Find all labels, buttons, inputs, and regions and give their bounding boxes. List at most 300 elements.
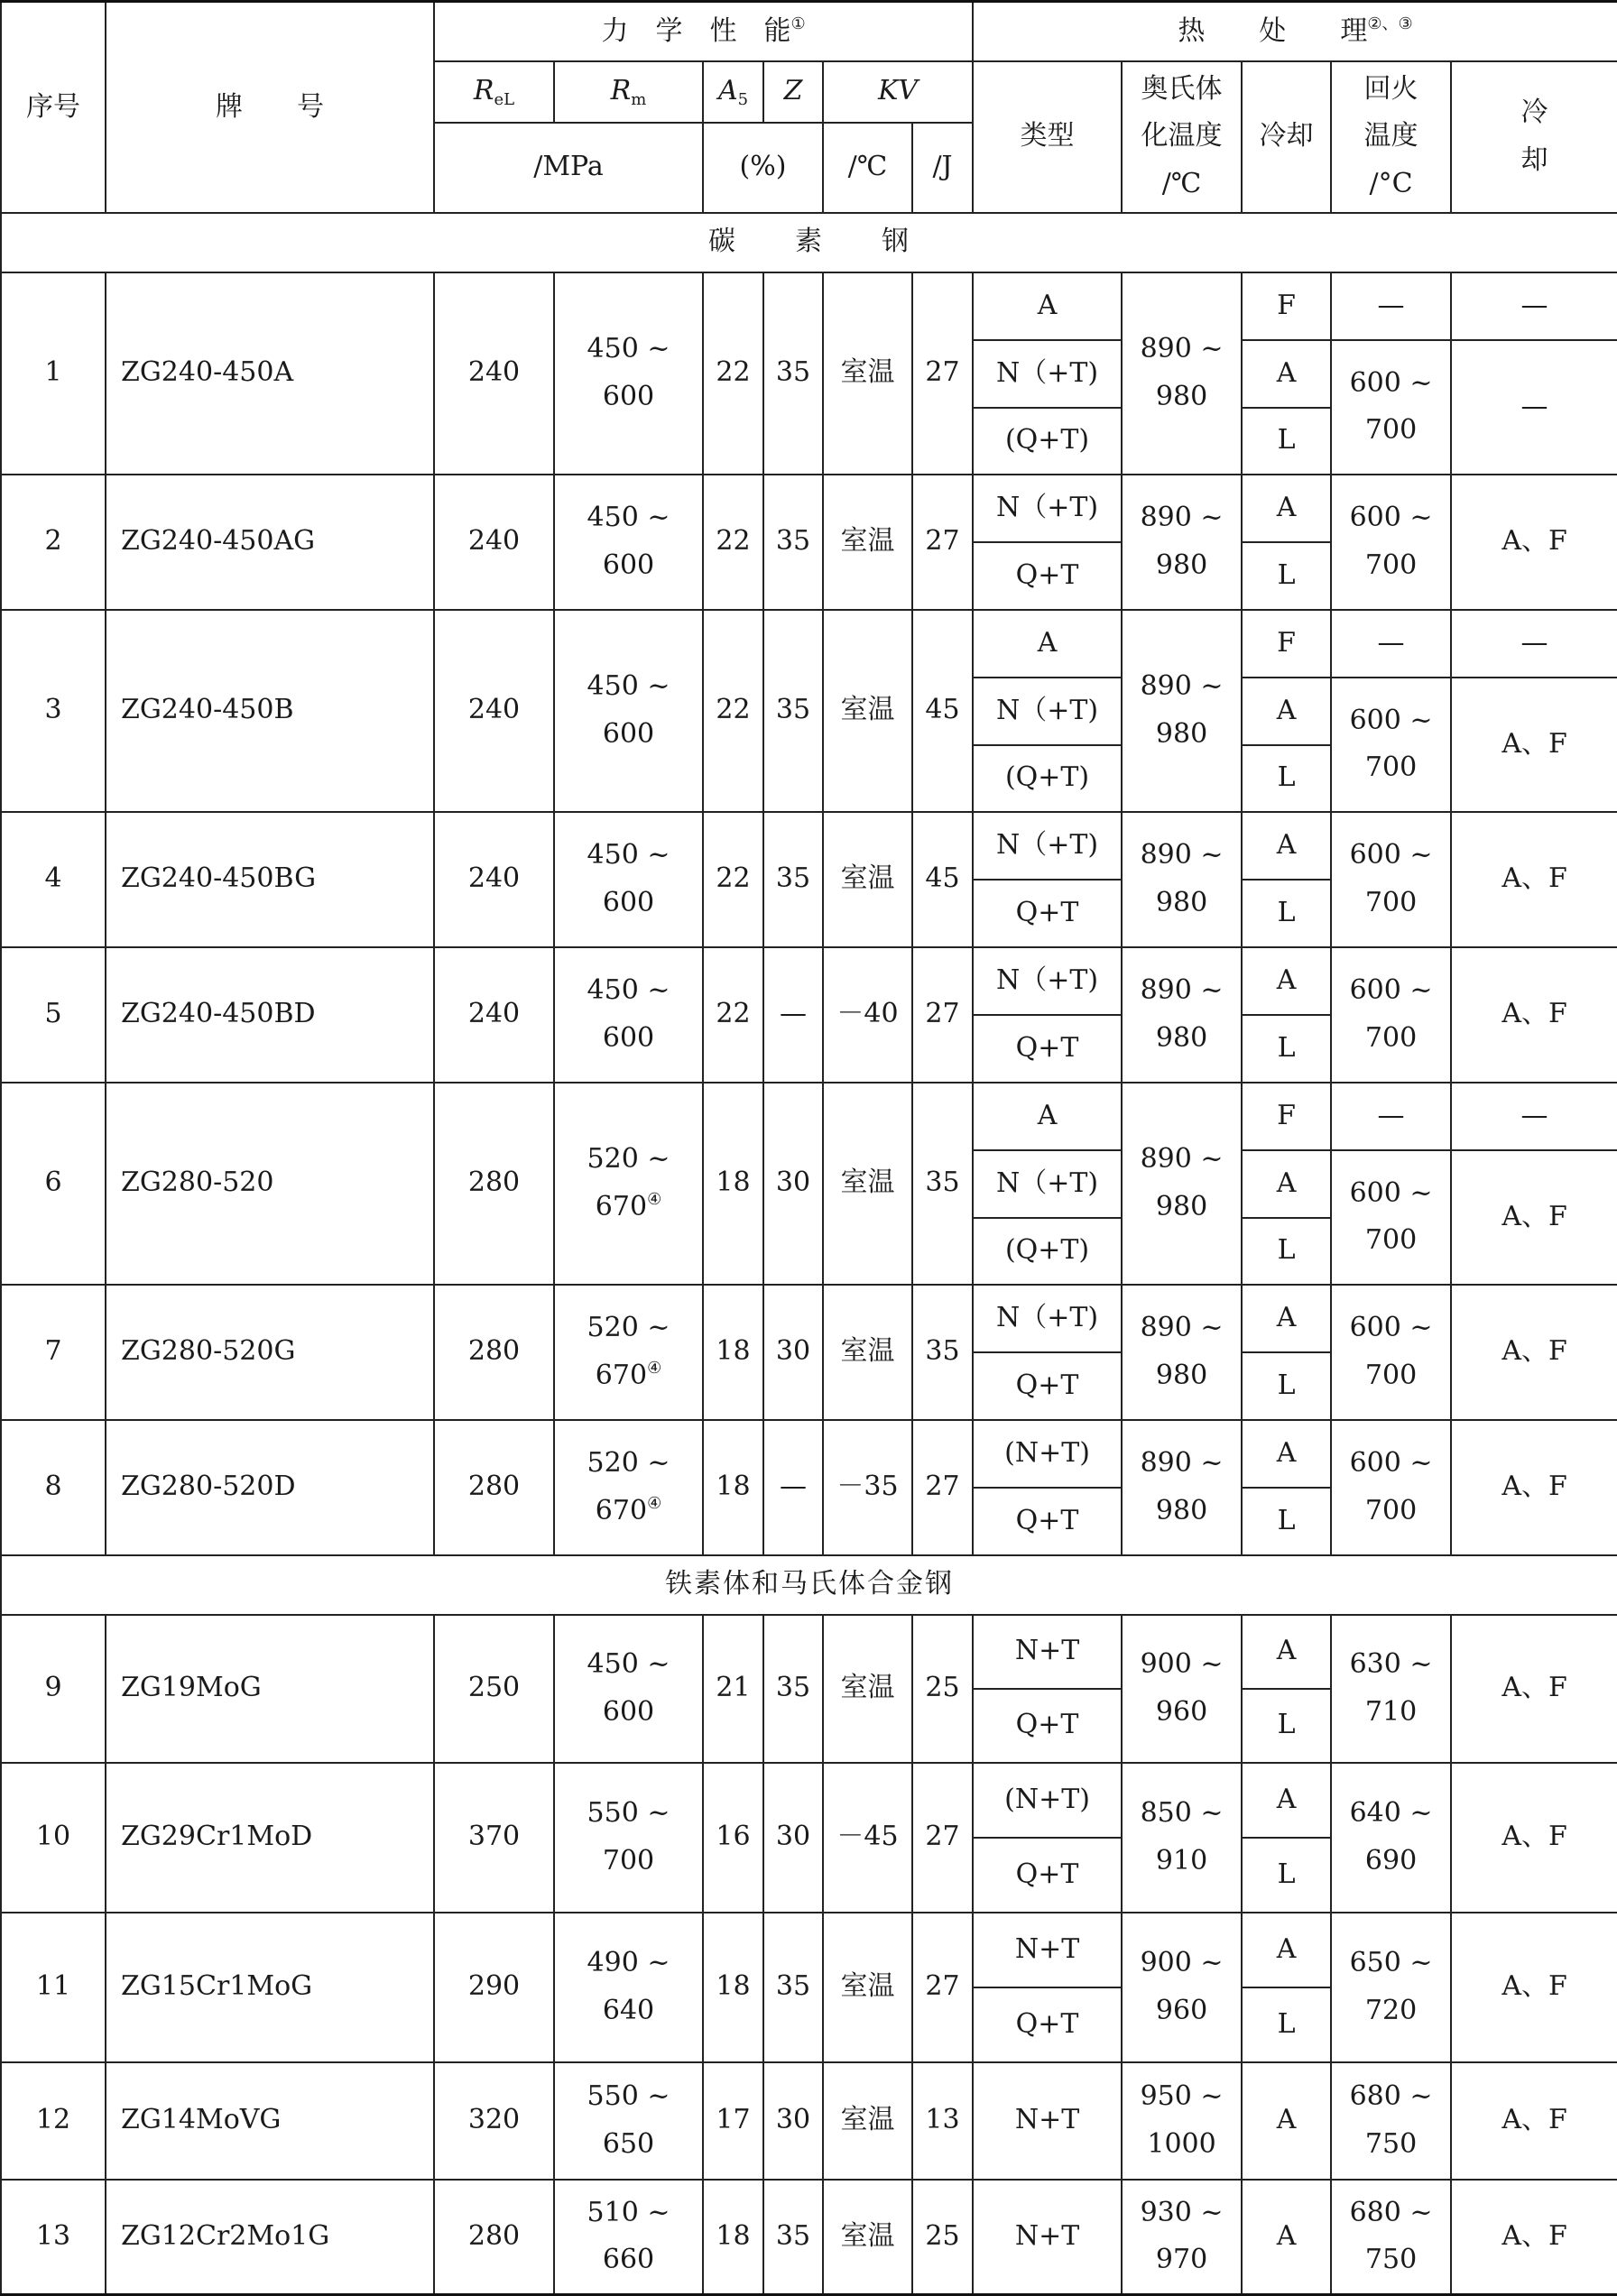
cell-type: N+T — [973, 1615, 1122, 1689]
cell-cooling: L — [1242, 880, 1331, 947]
cell-cooling: A — [1242, 2062, 1331, 2180]
rm-subscript: m — [631, 90, 647, 110]
cell-temper-temp-line: 700 — [1364, 414, 1418, 446]
col-header-cooling: 冷却 — [1242, 61, 1331, 213]
cell-z: — — [763, 1420, 823, 1555]
cell-aus-temp-line: 980 — [1155, 1190, 1208, 1222]
cell-a5: 16 — [703, 1763, 763, 1913]
cell-temper-temp — [1331, 2062, 1451, 2180]
cell-z: 30 — [763, 1763, 823, 1913]
cell-temper-temp-line: 600 ~ — [1349, 839, 1433, 871]
cell-temper-temp-line: 600 ~ — [1349, 974, 1433, 1006]
cell-aus-temp-line: 890 ~ — [1140, 1312, 1224, 1343]
cell-rm — [554, 1763, 703, 1913]
cell-type: N（+T) — [973, 340, 1122, 408]
cell-aus-temp — [1122, 1083, 1242, 1285]
table-body — [1, 2, 1617, 2295]
cell-rel: 280 — [434, 1420, 554, 1555]
cell-aus-temp — [1122, 1913, 1242, 2062]
cell-z: 35 — [763, 610, 823, 812]
cell-type: N+T — [973, 1913, 1122, 1987]
cell-temper-temp-line: 750 — [1364, 2127, 1418, 2160]
cell-cooling: A — [1242, 340, 1331, 408]
cell-no: 3 — [1, 610, 106, 812]
cell-rm-line: 700 — [602, 1844, 655, 1876]
cell-temper-temp-line: 690 — [1364, 1844, 1418, 1876]
cell-rm-line: 600 — [602, 886, 655, 918]
cell-grade: ZG29Cr1MoD — [106, 1763, 434, 1913]
cell-type: N（+T) — [973, 812, 1122, 880]
cell-type: N（+T) — [973, 475, 1122, 542]
cell-type: Q+T — [973, 1015, 1122, 1083]
cell-temper-temp-line: 650 ~ — [1349, 1947, 1433, 1978]
cell-cooling: A — [1242, 947, 1331, 1015]
footnote-marker: ④ — [647, 1493, 662, 1513]
section-carbon-steel-label: 碳 素 钢 — [1, 213, 1617, 272]
table-row — [1, 272, 1617, 340]
cell-rel: 240 — [434, 610, 554, 812]
cell-cooling: L — [1242, 1987, 1331, 2062]
cell-temper-temp-line: 600 ~ — [1349, 704, 1433, 736]
cell-type: N（+T) — [973, 947, 1122, 1015]
cell-cooling-2: A、F — [1451, 1150, 1617, 1285]
cell-kv-temp: 室温 — [823, 610, 912, 812]
cell-no: 11 — [1, 1913, 106, 2062]
cell-rm — [554, 1913, 703, 2062]
cell-temper-temp-line: 600 ~ — [1349, 1447, 1433, 1479]
cell-cooling: F — [1242, 610, 1331, 678]
cell-temper-temp — [1331, 1150, 1451, 1285]
cell-rm-line: 600 — [602, 1695, 655, 1728]
cell-cooling: A — [1242, 475, 1331, 542]
cell-temper-temp-line: 720 — [1364, 1994, 1418, 2026]
cell-type: Q+T — [973, 1352, 1122, 1420]
cell-temper-temp-line: 700 — [1364, 886, 1418, 918]
cell-aus-temp-line: 980 — [1155, 1021, 1208, 1054]
cell-kv-j: 27 — [912, 1420, 973, 1555]
cell-temper-temp — [1331, 475, 1451, 610]
cell-cooling: L — [1242, 1488, 1331, 1555]
cell-type: Q+T — [973, 1689, 1122, 1763]
cell-aus-temp-line: 980 — [1155, 717, 1208, 750]
cell-grade: ZG14MoVG — [106, 2062, 434, 2180]
cell-rm-line: 670④ — [595, 1189, 662, 1222]
table-row — [1, 1763, 1617, 1838]
cell-rm-line: 450 ~ — [587, 839, 670, 871]
cell-cooling: A — [1242, 1763, 1331, 1838]
cooling2-line: 却 — [1520, 143, 1548, 176]
cell-temper-temp — [1331, 1420, 1451, 1555]
cell-z: 35 — [763, 812, 823, 947]
cell-type: Q+T — [973, 542, 1122, 610]
cell-grade: ZG280-520G — [106, 1285, 434, 1420]
cell-temper-temp-line: 600 ~ — [1349, 1176, 1433, 1209]
cell-no: 12 — [1, 2062, 106, 2180]
cell-no: 7 — [1, 1285, 106, 1420]
cell-aus-temp-line: 950 ~ — [1140, 2080, 1224, 2112]
cell-a5: 21 — [703, 1615, 763, 1763]
cell-cooling-2: A、F — [1451, 1420, 1617, 1555]
cell-a5: 18 — [703, 1913, 763, 2062]
cell-type: (Q+T) — [973, 1218, 1122, 1285]
cell-z: 35 — [763, 2180, 823, 2295]
cell-kv-temp: 室温 — [823, 1913, 912, 2062]
cell-temper-temp — [1331, 1615, 1451, 1763]
cell-grade: ZG19MoG — [106, 1615, 434, 1763]
cell-rm-line: 550 ~ — [587, 2080, 670, 2112]
cell-cooling-2: A、F — [1451, 1763, 1617, 1913]
cell-temper-temp: — — [1331, 610, 1451, 678]
cell-temper-temp-line: 700 — [1364, 549, 1418, 581]
cell-kv-j: 27 — [912, 272, 973, 475]
cell-rel: 280 — [434, 1083, 554, 1285]
footnote-marker: ④ — [647, 1189, 662, 1209]
cell-aus-temp — [1122, 475, 1242, 610]
temper-temp-line: 回火 — [1363, 72, 1418, 105]
footnote-marker: ②、③ — [1367, 14, 1413, 33]
col-header-cooling-2 — [1451, 61, 1617, 213]
cell-rm — [554, 1083, 703, 1285]
cell-kv-j: 27 — [912, 1763, 973, 1913]
section-alloy-steel — [1, 1555, 1617, 1615]
cell-a5: 22 — [703, 272, 763, 475]
table-row — [1, 1285, 1617, 1352]
cell-temper-temp-line: 640 ~ — [1349, 1797, 1433, 1829]
cell-kv-temp: 室温 — [823, 2062, 912, 2180]
cell-cooling-2: A、F — [1451, 2062, 1617, 2180]
cell-rm-line: 520 ~ — [587, 1143, 670, 1175]
cell-cooling-2: — — [1451, 1083, 1617, 1150]
cell-grade: ZG280-520D — [106, 1420, 434, 1555]
table-row — [1, 1913, 1617, 1987]
cell-rel: 240 — [434, 475, 554, 610]
cell-type: (N+T) — [973, 1763, 1122, 1838]
cell-no: 2 — [1, 475, 106, 610]
rm-symbol: R — [610, 75, 632, 107]
cell-rm-line: 520 ~ — [587, 1312, 670, 1343]
col-header-z — [763, 61, 823, 123]
cell-rm — [554, 1615, 703, 1763]
cell-z: 30 — [763, 1285, 823, 1420]
cell-grade: ZG12Cr2Mo1G — [106, 2180, 434, 2295]
table-row — [1, 2062, 1617, 2180]
cell-no: 5 — [1, 947, 106, 1083]
cell-rm-line: 450 ~ — [587, 502, 670, 533]
cell-cooling: A — [1242, 1913, 1331, 1987]
cell-rm — [554, 475, 703, 610]
cell-aus-temp-line: 960 — [1155, 1994, 1208, 2026]
cell-rel: 280 — [434, 2180, 554, 2295]
cell-rm-line: 550 ~ — [587, 1797, 670, 1829]
cell-a5: 17 — [703, 2062, 763, 2180]
cell-cooling: A — [1242, 2180, 1331, 2295]
cell-kv-j: 35 — [912, 1083, 973, 1285]
col-header-a5 — [703, 61, 763, 123]
col-header-heat-treatment — [973, 2, 1617, 61]
temper-temp-line: /°C — [1369, 167, 1413, 199]
cell-temper-temp: — — [1331, 1083, 1451, 1150]
cell-aus-temp — [1122, 812, 1242, 947]
cell-rel: 280 — [434, 1285, 554, 1420]
cell-cooling-2: A、F — [1451, 947, 1617, 1083]
cell-rm — [554, 2062, 703, 2180]
cell-rel: 240 — [434, 947, 554, 1083]
cell-cooling: L — [1242, 1838, 1331, 1913]
section-alloy-steel-label: 铁素体和马氏体合金钢 — [1, 1555, 1617, 1615]
cell-temper-temp — [1331, 1763, 1451, 1913]
cell-kv-temp: 室温 — [823, 812, 912, 947]
cell-grade: ZG280-520 — [106, 1083, 434, 1285]
cell-cooling: L — [1242, 1218, 1331, 1285]
cell-rm-line: 600 — [602, 380, 655, 412]
col-header-rm — [554, 61, 703, 123]
cell-rm — [554, 1420, 703, 1555]
cell-a5: 18 — [703, 2180, 763, 2295]
cell-cooling: A — [1242, 1285, 1331, 1352]
cell-cooling-2: A、F — [1451, 678, 1617, 812]
cell-kv-temp: 室温 — [823, 2180, 912, 2295]
cell-a5: 22 — [703, 475, 763, 610]
cell-z: 35 — [763, 475, 823, 610]
cell-aus-temp-line: 910 — [1155, 1844, 1208, 1876]
cell-rm-line: 670④ — [595, 1358, 662, 1391]
cell-no: 6 — [1, 1083, 106, 1285]
cell-a5: 22 — [703, 812, 763, 947]
unit-temperature: /℃ — [823, 123, 912, 213]
cell-temper-temp-line: 680 ~ — [1349, 2196, 1433, 2228]
cell-aus-temp-line: 970 — [1155, 2244, 1208, 2276]
cell-cooling-2: — — [1451, 610, 1617, 678]
table-row — [1, 947, 1617, 1015]
footnote-marker: ④ — [647, 1358, 662, 1378]
cell-cooling: A — [1242, 1150, 1331, 1218]
cell-aus-temp — [1122, 2180, 1242, 2295]
cell-grade: ZG240-450BG — [106, 812, 434, 947]
cell-a5: 22 — [703, 947, 763, 1083]
cell-aus-temp-line: 890 ~ — [1140, 333, 1224, 364]
cell-grade: ZG240-450AG — [106, 475, 434, 610]
cell-no: 8 — [1, 1420, 106, 1555]
cell-no: 10 — [1, 1763, 106, 1913]
cell-aus-temp-line: 980 — [1155, 1359, 1208, 1391]
cell-rm-line: 600 — [602, 1021, 655, 1054]
cell-type: N（+T) — [973, 1285, 1122, 1352]
cell-aus-temp — [1122, 1420, 1242, 1555]
header-row-1 — [1, 2, 1617, 61]
cell-cooling-2: A、F — [1451, 2180, 1617, 2295]
cell-cooling: A — [1242, 678, 1331, 745]
cell-aus-temp-line: 890 ~ — [1140, 839, 1224, 871]
cell-kv-temp: －40 — [823, 947, 912, 1083]
cell-temper-temp-line: 700 — [1364, 1359, 1418, 1391]
cell-kv-temp: 室温 — [823, 1285, 912, 1420]
cell-cooling: L — [1242, 1689, 1331, 1763]
cell-rm-line: 640 — [602, 1994, 655, 2026]
cell-kv-j: 35 — [912, 1285, 973, 1420]
mechanical-label: 力 学 性 能 — [601, 14, 791, 47]
footnote-marker: ① — [790, 14, 806, 33]
table-row — [1, 1083, 1617, 1150]
cell-rm — [554, 1285, 703, 1420]
cell-no: 4 — [1, 812, 106, 947]
cell-rm-line: 520 ~ — [587, 1447, 670, 1479]
col-header-grade: 牌 号 — [106, 2, 434, 213]
cell-z: 30 — [763, 2062, 823, 2180]
cell-cooling: F — [1242, 1083, 1331, 1150]
cell-temper-temp-line: 700 — [1364, 1224, 1418, 1256]
cell-kv-j: 25 — [912, 2180, 973, 2295]
col-header-kv — [823, 61, 973, 123]
a5-subscript: 5 — [737, 90, 749, 110]
cell-kv-j: 27 — [912, 947, 973, 1083]
cell-rm — [554, 947, 703, 1083]
cell-aus-temp-line: 890 ~ — [1140, 502, 1224, 533]
cell-type: (Q+T) — [973, 408, 1122, 475]
cell-cooling: A — [1242, 1615, 1331, 1689]
cell-type: A — [973, 1083, 1122, 1150]
table-row — [1, 475, 1617, 542]
aus-temp-line: /℃ — [1161, 167, 1202, 199]
cell-cooling: L — [1242, 542, 1331, 610]
cell-cooling: A — [1242, 1420, 1331, 1488]
cell-aus-temp-line: 980 — [1155, 380, 1208, 412]
cell-cooling: F — [1242, 272, 1331, 340]
cell-aus-temp — [1122, 1763, 1242, 1913]
cell-cooling-2: A、F — [1451, 475, 1617, 610]
cell-temper-temp: — — [1331, 272, 1451, 340]
cell-z: 35 — [763, 1615, 823, 1763]
cell-type: Q+T — [973, 1987, 1122, 2062]
cell-temper-temp-line: 750 — [1364, 2244, 1418, 2276]
heat-treatment-label: 热 处 理 — [1178, 14, 1368, 47]
cell-type: Q+T — [973, 1488, 1122, 1555]
cell-rm-line: 670④ — [595, 1493, 662, 1526]
cell-a5: 18 — [703, 1083, 763, 1285]
cell-rm-line: 510 ~ — [587, 2196, 670, 2228]
cell-cooling: A — [1242, 812, 1331, 880]
cell-cooling: L — [1242, 408, 1331, 475]
cell-rm-line: 450 ~ — [587, 670, 670, 702]
cell-aus-temp-line: 900 ~ — [1140, 1947, 1224, 1978]
unit-mpa: /MPa — [434, 123, 703, 213]
col-header-no: 序号 — [1, 2, 106, 213]
cell-no: 13 — [1, 2180, 106, 2295]
cell-type: A — [973, 610, 1122, 678]
cell-temper-temp-line: 700 — [1364, 752, 1418, 783]
cell-type: N（+T) — [973, 1150, 1122, 1218]
cell-z: 30 — [763, 1083, 823, 1285]
cell-cooling: L — [1242, 1352, 1331, 1420]
cell-a5: 18 — [703, 1285, 763, 1420]
cell-kv-j: 45 — [912, 610, 973, 812]
a5-symbol: A — [717, 75, 738, 107]
cell-aus-temp-line: 900 ~ — [1140, 1648, 1224, 1680]
cell-temper-temp-line: 710 — [1364, 1695, 1418, 1728]
cell-rm-line: 450 ~ — [587, 1648, 670, 1680]
cell-aus-temp-line: 890 ~ — [1140, 1447, 1224, 1479]
cell-aus-temp-line: 890 ~ — [1140, 670, 1224, 702]
cell-aus-temp-line: 960 — [1155, 1695, 1208, 1728]
cell-rel: 370 — [434, 1763, 554, 1913]
col-header-mechanical — [434, 2, 973, 61]
cell-temper-temp — [1331, 340, 1451, 475]
cell-z: 35 — [763, 1913, 823, 2062]
cell-kv-j: 45 — [912, 812, 973, 947]
cell-cooling-2: A、F — [1451, 1615, 1617, 1763]
cell-aus-temp — [1122, 1285, 1242, 1420]
cell-temper-temp — [1331, 812, 1451, 947]
cell-aus-temp — [1122, 947, 1242, 1083]
cell-rel: 240 — [434, 272, 554, 475]
table-row — [1, 1420, 1617, 1488]
cell-temper-temp-line: 600 ~ — [1349, 502, 1433, 533]
cell-grade: ZG240-450BD — [106, 947, 434, 1083]
cell-temper-temp — [1331, 947, 1451, 1083]
cell-cooling-2: A、F — [1451, 812, 1617, 947]
cell-type: Q+T — [973, 880, 1122, 947]
cell-temper-temp-line: 700 — [1364, 1494, 1418, 1526]
cell-temper-temp — [1331, 1285, 1451, 1420]
cell-aus-temp — [1122, 610, 1242, 812]
cell-aus-temp-line: 980 — [1155, 1494, 1208, 1526]
cell-grade: ZG240-450B — [106, 610, 434, 812]
cell-rm-line: 660 — [602, 2244, 655, 2276]
cell-kv-temp: －35 — [823, 1420, 912, 1555]
cell-grade: ZG15Cr1MoG — [106, 1913, 434, 2062]
cell-type: (Q+T) — [973, 745, 1122, 812]
cell-type: Q+T — [973, 1838, 1122, 1913]
cell-rm — [554, 272, 703, 475]
cell-type: (N+T) — [973, 1420, 1122, 1488]
cell-a5: 22 — [703, 610, 763, 812]
cell-cooling-2: — — [1451, 272, 1617, 340]
cell-z: — — [763, 947, 823, 1083]
cooling2-line: 冷 — [1520, 97, 1548, 128]
cell-temper-temp — [1331, 2180, 1451, 2295]
cell-kv-j: 27 — [912, 1913, 973, 2062]
col-header-rel — [434, 61, 554, 123]
cell-temper-temp-line: 630 ~ — [1349, 1648, 1433, 1680]
cell-kv-temp: －45 — [823, 1763, 912, 1913]
cell-aus-temp — [1122, 2062, 1242, 2180]
cell-rm — [554, 610, 703, 812]
cell-rm-line: 450 ~ — [587, 333, 670, 364]
cell-temper-temp-line: 600 ~ — [1349, 1312, 1433, 1343]
cell-aus-temp-line: 930 ~ — [1140, 2196, 1224, 2228]
cell-rel: 240 — [434, 812, 554, 947]
cell-kv-temp: 室温 — [823, 1615, 912, 1763]
cell-aus-temp-line: 890 ~ — [1140, 1143, 1224, 1175]
cell-type: N+T — [973, 2062, 1122, 2180]
cell-aus-temp-line: 980 — [1155, 549, 1208, 581]
cell-temper-temp — [1331, 678, 1451, 812]
cell-temper-temp-line: 680 ~ — [1349, 2080, 1433, 2112]
temper-temp-line: 温度 — [1363, 120, 1418, 152]
cell-rm-line: 600 — [602, 717, 655, 750]
cell-kv-j: 27 — [912, 475, 973, 610]
cell-kv-temp: 室温 — [823, 475, 912, 610]
cell-rel: 320 — [434, 2062, 554, 2180]
cell-type: A — [973, 272, 1122, 340]
cell-aus-temp-line: 1000 — [1147, 2127, 1216, 2160]
cell-rm-line: 600 — [602, 549, 655, 581]
cell-kv-j: 13 — [912, 2062, 973, 2180]
cell-rm — [554, 812, 703, 947]
rel-subscript: eL — [494, 90, 515, 110]
cell-aus-temp-line: 980 — [1155, 886, 1208, 918]
cell-type: N（+T) — [973, 678, 1122, 745]
cell-aus-temp-line: 850 ~ — [1140, 1797, 1224, 1829]
